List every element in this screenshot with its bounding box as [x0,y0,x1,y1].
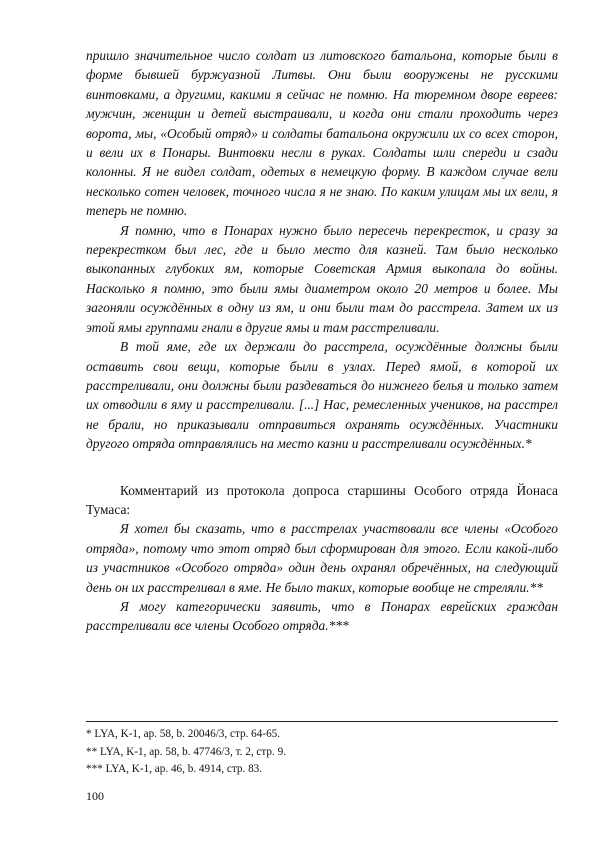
comment-paragraph-2: Я могу категорически заявить, что в Понарах еврейских граждан расстреливали все члены Особого отряда.*** [86,598,558,634]
paragraph-2: Я помню, что в Понарах нужно было пересечь перекресток, и сразу за перекрестком был лес, где и было место для казней. Там было несколько выкопанных глубоких ям, которые Советская Армия выкопала до войны. Насколько я помню, это были ямы диаметром около 20 метров и более. Мы загоняли осуждённых в одну из ям, и они были там до расстрела. Затем их из этой ямы группами гнали в другие ямы и там расстреливали. [86,222,558,335]
comment-paragraph-1: Я хотел бы сказать, что в расстрелах участвовали все члены «Особого отряда», потому что этот отряд был сформирован для этого. Если какой-либо из участников «Особого отряда» один день охранял обречённых, на следующий день он их расстреливал в яме. Не было таких, которые вообще не стреляли.** [86,521,558,595]
footnote-divider [86,721,558,722]
page-number: 100 [86,789,104,803]
paragraph-3: В той яме, где их держали до расстрела, осуждённые должны были оставить свои вещи, которые были в узлах. Перед ямой, в которой их расстреливали, они должны были раздеваться до нижнего белья и только затем их отводили в яму и расстреливали. [...] Нас, ремесленных учеников, на расстрел не брали, но приказывали отправиться охранять осуждённых. Участники другого отряда отправлялись на место казни и расстреливали осуждённых.* [86,339,558,452]
spacer [86,454,558,481]
footnote-2: ** LYA, K-1, ap. 58, b. 47746/3, т. 2, стр. 9. [86,745,286,758]
paragraph-1: пришло значительное число солдат из литовского батальона, которые были в форме бывшей буржуазной Литвы. Они были вооружены не русскими винтовками, а другими, какими я сейчас не помню. На тюремном дворе евреев: мужчин, женщин и детей выстраивали, и когда они стали проходить через ворота, мы, «Особый отряд» и солдаты батальона окружили их со всех сторон, и вели их в Понары. Винтовки несли в руках. Солдаты шли спереди и сзади колонны. Я не видел солдат, одетых в немецкую форму. В каждом случае вели несколько сотен человек, точного числа я не знаю. По каким улицам мы их вели, я теперь не помню. [86,48,558,219]
footnotes [86,726,558,779]
page-body [86,46,558,636]
footnote-3: *** LYA, K-1, ap. 46, b. 4914, стр. 83. [86,763,263,775]
comment-heading: Комментарий из протокола допроса старшины Особого отряда Йонаса Тумаса: [86,482,558,517]
footnote-1: * LYA, K-1, ap. 58, b. 20046/3, стр. 64-65. [86,728,281,740]
